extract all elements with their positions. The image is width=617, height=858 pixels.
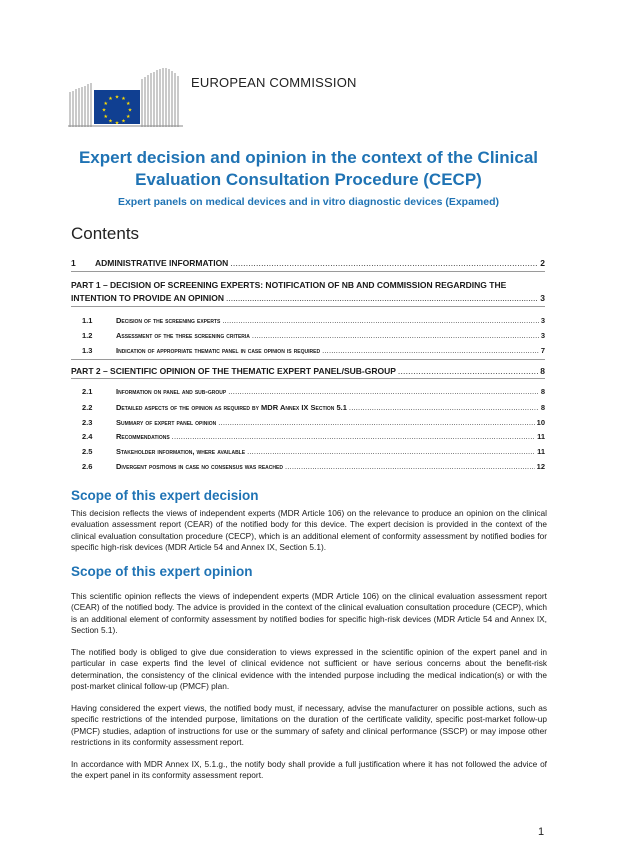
toc-page: 3: [540, 293, 545, 303]
svg-text:★: ★: [121, 118, 126, 124]
opinion-paragraph-1: This scientific opinion reflects the views of independent experts (MDR Article 106) on the clinical evaluation assessment report (CEAR) of the notified body. The advice is provided in the context of the clinical evaluation consultation procedure (CECP), which is an additional element of conformity assessment by notified bodies for specific high-risk devices (MDR Article 54 and Annex IX, Section 5.1).: [71, 591, 547, 635]
toc-entry-2-6[interactable]: 2.6 Divergent positions in case no consensus was reached ..... 12: [82, 462, 545, 471]
svg-text:★: ★: [103, 113, 108, 120]
opinion-paragraph-3: Having considered the expert views, the notified body must, if necessary, advise the manufacturer on possible actions, such as specific restrictions of the intended purpose, limitations on the duration of the certificate validity, specific post-market follow-up (PMCF) studies, adaption of instructions for use or the summary of safety and clinical performance (SSCP) or may impose other restrictions in its conformity assessment report.: [71, 703, 547, 747]
svg-text:★: ★: [127, 107, 133, 114]
svg-text:★: ★: [126, 113, 131, 120]
toc-divider: [71, 378, 545, 379]
svg-text:★: ★: [108, 96, 113, 103]
eu-flag-icon: [94, 90, 140, 124]
organization-name: EUROPEAN COMMISSION: [191, 75, 357, 90]
toc-divider: [71, 271, 545, 272]
toc-entry-2-3[interactable]: 2.3 Summary of expert panel opinion ..... 10: [82, 418, 545, 427]
svg-text:★: ★: [114, 94, 120, 101]
toc-entry-2-4[interactable]: 2.4 Recommendations ..... 11: [82, 432, 545, 441]
toc-divider: [71, 359, 545, 360]
svg-text:★: ★: [101, 107, 107, 114]
document-subtitle: Expert panels on medical devices and in vitro diagnostic devices (Expamed): [117, 196, 500, 208]
toc-entry-1-2[interactable]: 1.2 Assessment of the three screening criteria ..... 3: [82, 331, 545, 340]
contents-heading: Contents: [71, 224, 140, 243]
svg-text:★: ★: [108, 118, 113, 124]
toc-entry-2-5[interactable]: 2.5 Stakeholder information, where available ..... 11: [82, 447, 545, 456]
toc-entry-part-1[interactable]: PART 1 – DECISION OF SCREENING EXPERTS: NOTIFICATION OF NB AND COMMISSION REGARDING THE INTENTION TO PROVIDE AN OPINION ..... 3: [71, 279, 545, 305]
svg-text:★: ★: [121, 96, 126, 103]
toc-entry-2-1[interactable]: 2.1 Information on panel and sub-group ..... 8: [82, 387, 545, 396]
document-title: Expert decision and opinion in the context of the Clinical Evaluation Consultation Procedure (CECP): [78, 148, 539, 189]
toc-entry-part-2[interactable]: PART 2 – SCIENTIFIC OPINION OF THE THEMATIC EXPERT PANEL/SUB-GROUP ..... 8: [71, 366, 545, 376]
decision-scope-heading: Scope of this expert decision: [71, 488, 259, 503]
decision-scope-text: This decision reflects the views of independent experts (MDR Article 106) on the relevance to produce an opinion on the clinical evaluation assessment report (CEAR) of the notified body for this device. The expert decision is provided in the context of the clinical evaluation consultation procedure (CECP), which is an additional element of conformity assessment by notified bodies for specific high-risk devices (MDR Article 54 and Annex IX, Section 5.1).: [71, 508, 547, 552]
opinion-paragraph-4: In accordance with MDR Annex IX, 5.1.g., the notify body shall provide a full justification where it has not followed the advice of the expert panel in its conformity assessment report.: [71, 759, 547, 781]
toc-entry-1-1[interactable]: 1.1 Decision of the screening experts ..... 3: [82, 316, 545, 325]
opinion-scope-heading: Scope of this expert opinion: [71, 564, 253, 579]
toc-entry-2-2[interactable]: 2.2 Detailed aspects of the opinion as required by MDR Annex IX Section 5.1 ..... 8: [82, 403, 545, 412]
svg-text:★: ★: [103, 100, 108, 107]
toc-entry-1[interactable]: 1 ADMINISTRATIVE INFORMATION ..... 2: [71, 258, 545, 268]
page-number: 1: [538, 826, 545, 838]
toc-entry-1-3[interactable]: 1.3 Indication of appropriate thematic panel in case opinion is required ..... 7: [82, 346, 545, 355]
svg-text:★: ★: [114, 120, 120, 124]
opinion-paragraph-2: The notified body is obliged to give due consideration to views expressed in the scientific opinion of the expert panel and in particular in case experts find the level of clinical evidence not sufficient or have serious concerns about the benefit-risk determination, the consistency of the clinical evidence with the intended purpose including the medical indication(s) or with the post-market clinical follow-up (PMCF) plan.: [71, 647, 547, 691]
toc-page: 2: [540, 258, 545, 268]
toc-divider: [71, 306, 545, 307]
toc-label: ADMINISTRATIVE INFORMATION: [95, 258, 229, 268]
svg-text:★: ★: [126, 100, 131, 107]
